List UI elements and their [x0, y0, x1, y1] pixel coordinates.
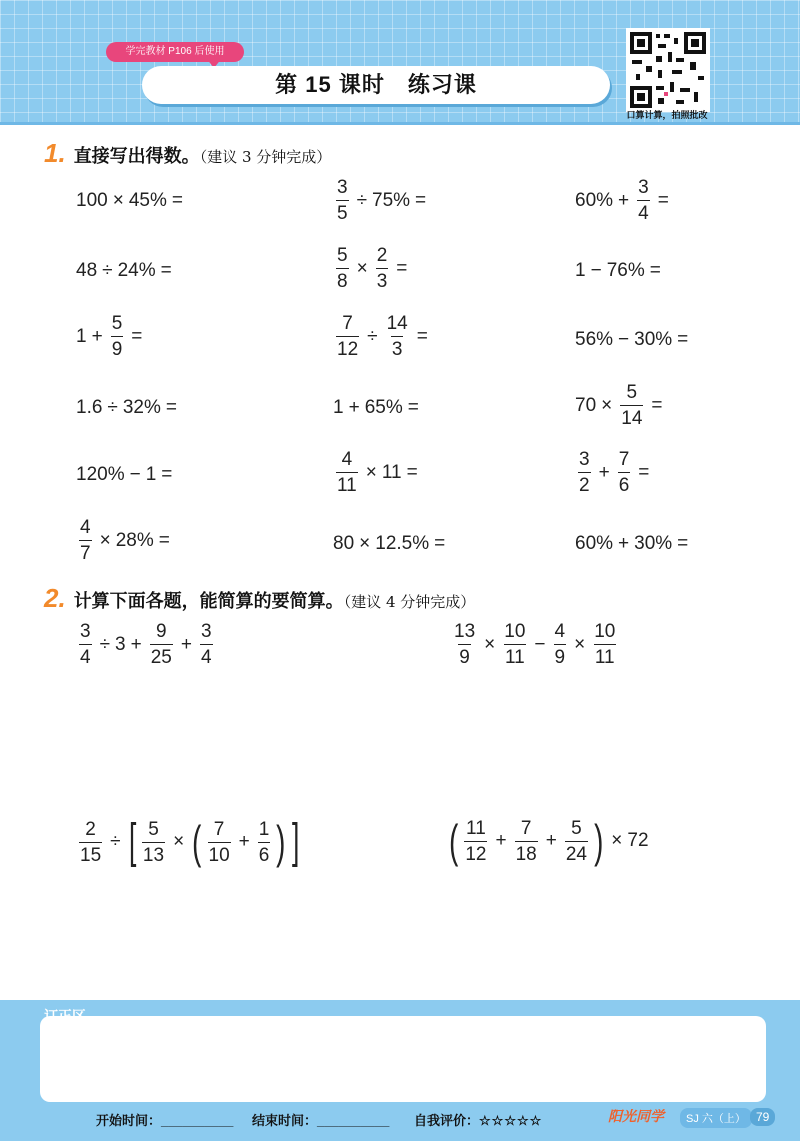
problem-6 [575, 260, 666, 282]
calc-problem-3 [76, 815, 302, 868]
fraction [111, 314, 124, 359]
operand: 76% [606, 260, 645, 281]
fraction [565, 819, 588, 864]
fraction [554, 622, 567, 667]
operator: + [348, 397, 360, 418]
fraction [453, 622, 476, 667]
denominator: 13 [142, 842, 165, 865]
problem-13 [76, 464, 177, 486]
section1-hint: （建议 3 分钟完成） [199, 148, 332, 166]
operator: + [618, 189, 630, 211]
problem-12 [575, 383, 668, 428]
equals: = [131, 325, 143, 347]
equals: = [677, 533, 689, 554]
fraction [142, 820, 165, 865]
numerator: 5 [148, 818, 159, 840]
operator: ÷ [99, 633, 111, 655]
fraction [200, 622, 213, 667]
denominator: 4 [637, 200, 650, 223]
operand: 1 [333, 397, 344, 418]
equals: = [406, 461, 418, 483]
numerator: 7 [342, 313, 353, 334]
right-paren: ) [276, 816, 286, 868]
denominator: 7 [79, 540, 92, 563]
equals: = [415, 189, 427, 211]
operator: × [611, 830, 623, 851]
fraction [336, 450, 358, 495]
operator: + [618, 533, 630, 554]
numerator: 4 [341, 449, 353, 470]
operand: 48 [76, 260, 98, 281]
fraction [79, 518, 92, 563]
section1-title: 直接写出得数。 [73, 146, 200, 166]
end-time-text: 结束时间： [252, 1113, 318, 1128]
denominator: 18 [515, 841, 538, 864]
operand: 30% [634, 533, 673, 554]
fraction [503, 622, 526, 667]
numerator: 1 [258, 818, 270, 840]
operand: 56% [575, 329, 614, 350]
fraction [618, 450, 631, 495]
equals: = [434, 533, 446, 554]
operator: × [112, 190, 124, 211]
equals: = [171, 190, 183, 211]
edition-label: SJ 六（上） [680, 1108, 752, 1128]
operator: + [180, 633, 192, 655]
fraction [593, 622, 616, 667]
start-time-text: 开始时间： [96, 1113, 162, 1128]
denominator: 14 [620, 405, 643, 428]
numerator: 11 [466, 817, 486, 839]
operand: 1 [76, 325, 87, 347]
numerator: 7 [618, 449, 630, 470]
operator: × [601, 394, 613, 416]
problem-1 [76, 190, 188, 212]
numerator: 2 [85, 818, 96, 840]
operand: 120% [76, 464, 125, 485]
operator: ÷ [102, 260, 113, 281]
denominator: 3 [391, 336, 404, 359]
denominator: 9 [458, 644, 471, 667]
equals: = [165, 397, 177, 418]
operand: 3 [115, 633, 126, 655]
equals: = [158, 529, 170, 551]
numerator: 5 [626, 382, 638, 403]
equals: = [160, 260, 172, 281]
operand: 11 [381, 461, 402, 483]
self-eval-label [414, 1110, 542, 1129]
problem-3 [575, 178, 674, 223]
fraction [515, 819, 538, 864]
numerator: 9 [155, 621, 167, 642]
operator: − [618, 329, 630, 350]
numerator: 5 [337, 245, 348, 266]
denominator: 15 [79, 842, 102, 865]
left-square-bracket: [ [128, 815, 136, 868]
start-time-label: 开始时间：__________ [96, 1113, 234, 1128]
equals: = [407, 397, 419, 418]
operand: 75% [372, 189, 411, 211]
equals: = [651, 394, 663, 416]
problem-11 [333, 397, 424, 419]
qr-code-icon[interactable] [626, 28, 710, 112]
equals: = [416, 325, 428, 347]
qr-label: 口算计算，拍照批改 [626, 110, 708, 120]
section2-heading [44, 583, 475, 614]
problem-9 [575, 329, 693, 351]
numerator: 10 [594, 621, 616, 642]
problem-16 [76, 518, 175, 563]
operator: × [365, 461, 377, 483]
fraction [464, 819, 487, 864]
fraction [376, 246, 389, 291]
denominator: 24 [565, 841, 588, 864]
denominator: 9 [111, 336, 124, 359]
operand: 72 [627, 830, 649, 851]
self-eval-text: 自我评价： [414, 1113, 480, 1128]
denominator: 11 [336, 472, 358, 495]
operand: 24% [117, 260, 156, 281]
denominator: 3 [376, 268, 389, 291]
numerator: 7 [213, 818, 225, 840]
equals: = [161, 464, 173, 485]
section1-number: 1. [44, 138, 66, 168]
denominator: 12 [464, 841, 487, 864]
denominator: 4 [200, 644, 213, 667]
section2-title: 计算下面各题，能简算的要简算。 [73, 591, 344, 611]
fraction [79, 622, 92, 667]
operand: 80 [333, 533, 355, 554]
problem-8 [333, 314, 433, 359]
operand: 45% [128, 190, 167, 211]
fraction [336, 314, 359, 359]
calc-problem-2 [450, 622, 619, 667]
numerator: 4 [80, 517, 91, 538]
numerator: 5 [571, 817, 582, 839]
operand: 70 [575, 394, 597, 416]
usage-badge: 学完教材 P106 后使用 [106, 42, 244, 62]
fraction [79, 820, 102, 865]
denominator: 10 [208, 842, 231, 865]
fraction [208, 820, 231, 865]
operator: + [130, 633, 142, 655]
left-paren: ( [449, 815, 459, 867]
fraction [620, 383, 643, 428]
problem-4 [76, 260, 177, 282]
section2-number: 2. [44, 583, 66, 613]
denominator: 25 [150, 644, 173, 667]
fraction [386, 314, 409, 359]
page-number: 79 [750, 1108, 775, 1126]
problem-2 [333, 178, 431, 223]
operator: × [99, 529, 111, 551]
equals: = [649, 260, 661, 281]
fraction [336, 178, 349, 223]
equals: = [677, 329, 689, 350]
operand: 60% [575, 533, 614, 554]
operand: 1.6 [76, 397, 103, 418]
equals: = [657, 189, 669, 211]
numerator: 10 [504, 621, 526, 642]
problem-14 [333, 450, 423, 495]
numerator: 4 [554, 621, 566, 642]
operator: ÷ [356, 189, 368, 211]
numerator: 14 [386, 313, 408, 334]
operator: × [484, 633, 496, 655]
calc-problem-1 [76, 622, 216, 667]
denominator: 11 [594, 644, 616, 667]
operator: + [495, 830, 507, 851]
numerator: 3 [80, 621, 91, 642]
denominator: 11 [504, 644, 526, 667]
denominator: 5 [336, 200, 349, 223]
problem-10 [76, 397, 182, 419]
numerator: 2 [376, 245, 388, 266]
operand: 65% [364, 397, 403, 418]
operator: + [91, 325, 103, 347]
operand: 12.5% [375, 533, 430, 554]
numerator: 3 [638, 177, 649, 198]
footer-panel [0, 1000, 800, 1141]
brand-logo: 阳光同学 [608, 1108, 664, 1124]
denominator: 9 [554, 644, 567, 667]
operand: 32% [122, 397, 161, 418]
operator: × [359, 533, 371, 554]
problem-5 [333, 246, 412, 291]
operand: 1 [145, 464, 157, 485]
operator: ÷ [107, 397, 118, 418]
operator: + [598, 461, 610, 483]
operator: × [574, 633, 586, 655]
operator: × [356, 257, 368, 279]
correction-area[interactable] [40, 1016, 766, 1102]
section2-hint: （建议 4 分钟完成） [343, 593, 476, 611]
operand: 1 [575, 260, 586, 281]
numerator: 7 [520, 817, 532, 839]
operator: ÷ [110, 831, 121, 852]
problem-7 [76, 314, 147, 359]
operand: 28% [115, 529, 154, 551]
problem-15 [575, 450, 654, 495]
numerator: 13 [454, 621, 476, 642]
denominator: 8 [336, 268, 349, 291]
end-time-label: 结束时间：__________ [252, 1113, 390, 1128]
right-square-bracket: ] [291, 815, 299, 868]
header-banner [0, 0, 800, 125]
left-paren: ( [192, 816, 202, 868]
equals: = [396, 257, 408, 279]
denominator: 6 [258, 842, 271, 865]
lesson-title: 第 15 课时 练习课 [142, 66, 610, 104]
operator: − [129, 464, 141, 485]
fraction [150, 622, 173, 667]
fraction [258, 820, 271, 865]
right-paren: ) [594, 815, 604, 867]
operator: × [173, 831, 185, 852]
numerator: 3 [337, 177, 348, 198]
calc-problem-4 [446, 815, 649, 867]
denominator: 4 [79, 644, 92, 667]
fraction [637, 178, 650, 223]
equals: = [638, 461, 650, 483]
operator: + [238, 831, 250, 852]
operator: + [545, 830, 557, 851]
operand: 60% [575, 189, 614, 211]
correction-label: 订正区 [44, 1008, 86, 1024]
operator: − [534, 633, 546, 655]
numerator: 3 [579, 449, 590, 470]
denominator: 6 [618, 472, 631, 495]
fraction [578, 450, 591, 495]
denominator: 12 [336, 336, 359, 359]
section1-heading [44, 138, 331, 169]
problem-17 [333, 533, 450, 555]
problem-18 [575, 533, 693, 555]
operand: 30% [634, 329, 673, 350]
numerator: 3 [200, 621, 212, 642]
numerator: 5 [111, 313, 123, 334]
fraction [336, 246, 349, 291]
operator: − [590, 260, 602, 281]
operator: ÷ [367, 325, 378, 347]
rating-stars-icon[interactable]: ☆☆☆☆☆ [479, 1113, 543, 1128]
operand: 100 [76, 190, 108, 211]
denominator: 2 [578, 472, 591, 495]
